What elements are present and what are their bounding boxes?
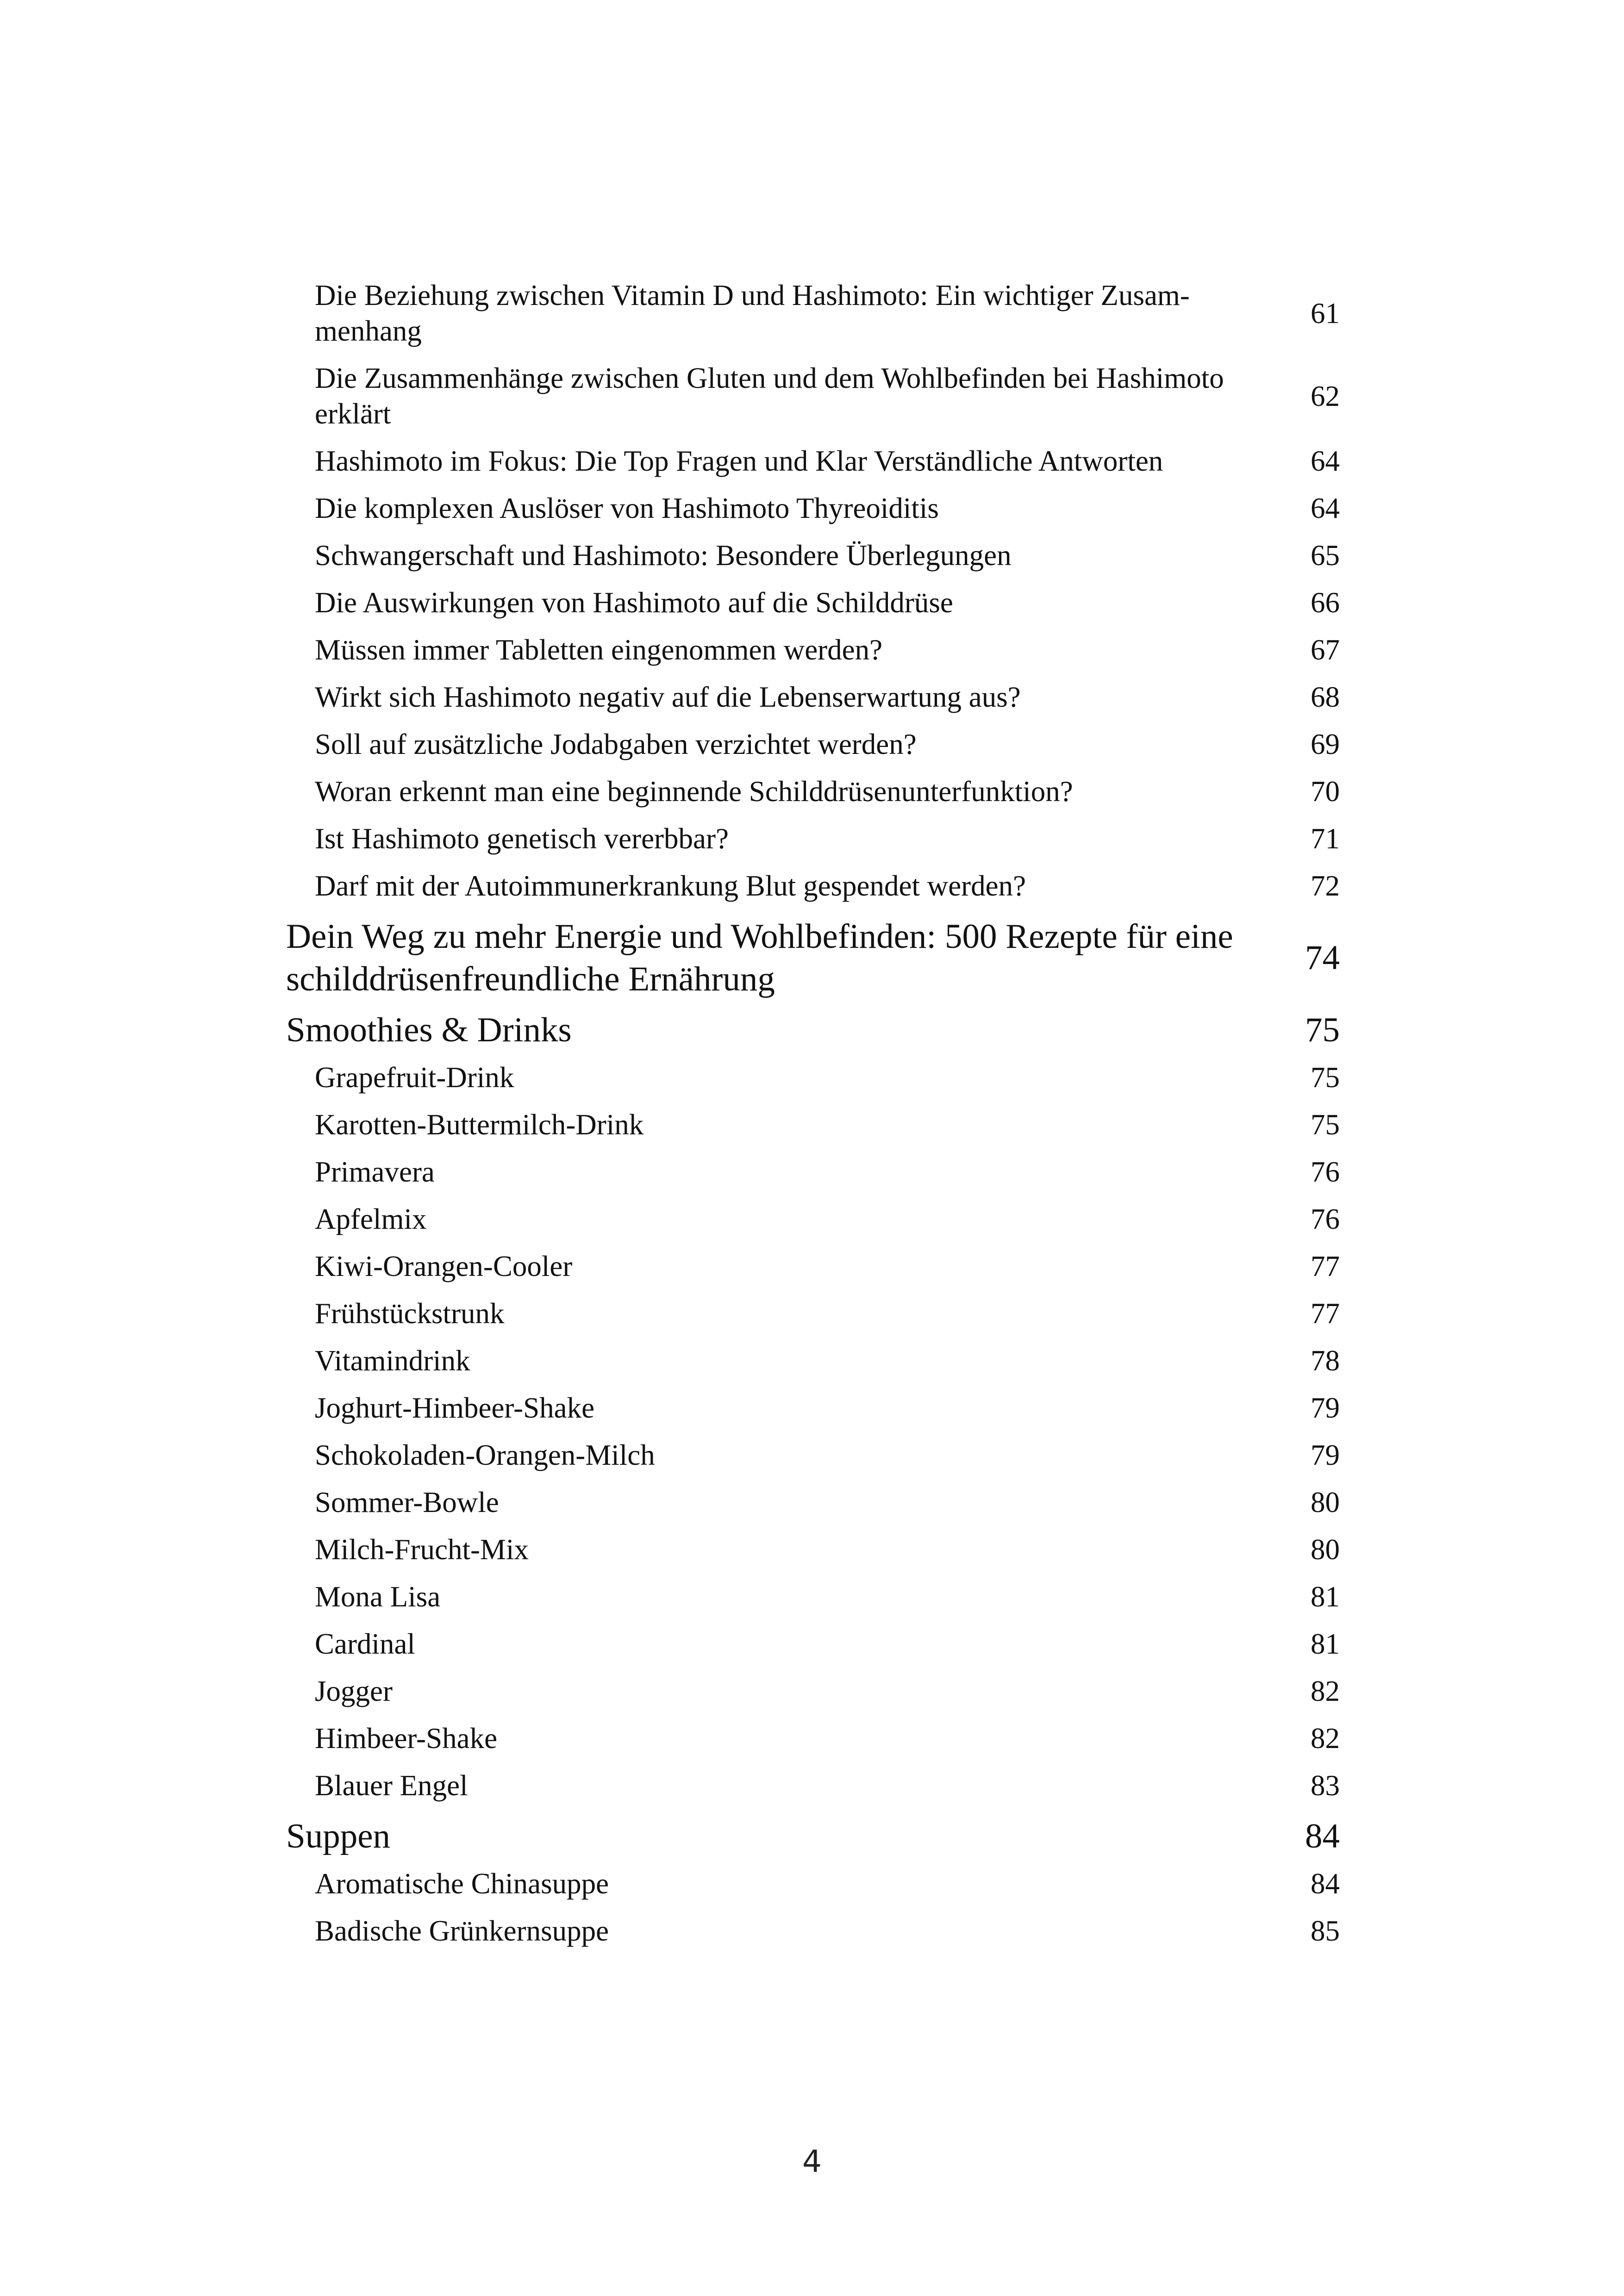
page-number: 4 bbox=[802, 2144, 822, 2179]
toc-entry-title: Schwangerschaft und Hashimoto: Besondere Überlegungen bbox=[315, 539, 1012, 572]
toc-entry-title: Aromatische Chinasuppe bbox=[315, 1867, 609, 1900]
toc-section-entry[interactable] bbox=[286, 491, 1340, 526]
toc-section-entry[interactable] bbox=[286, 1390, 1340, 1426]
toc-section-entry[interactable] bbox=[286, 1060, 1340, 1095]
toc-section-entry[interactable] bbox=[286, 632, 1340, 668]
toc-entry-title: Apfelmix bbox=[315, 1203, 427, 1235]
toc-entry-title: Müssen immer Tabletten eingenommen werden? bbox=[315, 634, 883, 666]
toc-entry-page-number: 79 bbox=[1311, 1439, 1340, 1471]
toc-section-entry[interactable] bbox=[286, 1768, 1340, 1804]
toc-section-entry[interactable] bbox=[286, 1866, 1340, 1902]
toc-entry-title: Suppen bbox=[286, 1817, 390, 1855]
toc-section-entry[interactable] bbox=[286, 1107, 1340, 1143]
toc-entry-title: Joghurt-Himbeer-Shake bbox=[315, 1392, 595, 1424]
toc-section-entry[interactable] bbox=[286, 774, 1340, 809]
toc-entry-title: Dein Weg zu mehr Energie und Wohlbefinden: 500 Rezepte für eine schilddrüsenfreundliche Ernährung bbox=[286, 917, 1233, 998]
toc-chapter-entry[interactable] bbox=[286, 1009, 1340, 1052]
toc-section-entry[interactable] bbox=[286, 1343, 1340, 1379]
toc-entry-page-number: 81 bbox=[1311, 1580, 1340, 1613]
toc-section-entry[interactable] bbox=[286, 679, 1340, 715]
toc-entry-page-number: 84 bbox=[1305, 1817, 1340, 1855]
toc-entry-title: Wirkt sich Hashimoto negativ auf die Lebenserwartung aus? bbox=[315, 681, 1021, 713]
toc-entry-title: Primavera bbox=[315, 1156, 435, 1188]
toc-entry-title: Die Zusammenhänge zwischen Gluten und dem Wohlbefinden bei Hashimoto erklärt bbox=[315, 362, 1224, 430]
toc-entry-title: Hashimoto im Fokus: Die Top Fragen und Klar Verständliche Antworten bbox=[315, 445, 1163, 477]
toc-entry-title: Blauer Engel bbox=[315, 1769, 468, 1802]
toc-entry-title: Smoothies & Drinks bbox=[286, 1011, 572, 1049]
toc-entry-title: Frühstückstrunk bbox=[315, 1297, 505, 1330]
toc-entry-page-number: 80 bbox=[1311, 1533, 1340, 1566]
toc-section-entry[interactable] bbox=[286, 443, 1340, 479]
toc-section-entry[interactable] bbox=[286, 1437, 1340, 1473]
toc-section-entry[interactable] bbox=[286, 821, 1340, 857]
toc-entry-title: Karotten-Buttermilch-Drink bbox=[315, 1108, 644, 1141]
toc-section-entry[interactable] bbox=[286, 868, 1340, 904]
toc-entry-page-number: 66 bbox=[1311, 586, 1340, 619]
toc-entry-title: Darf mit der Autoimmunerkrankung Blut gespendet werden? bbox=[315, 870, 1026, 902]
toc-entry-title: Ist Hashimoto genetisch vererbbar? bbox=[315, 822, 729, 855]
toc-entry-page-number: 77 bbox=[1311, 1297, 1340, 1330]
toc-entry-title: Milch-Frucht-Mix bbox=[315, 1533, 529, 1566]
toc-entry-title: Cardinal bbox=[315, 1628, 415, 1660]
toc-entry-page-number: 75 bbox=[1311, 1061, 1340, 1094]
toc-chapter-entry[interactable] bbox=[286, 915, 1340, 1001]
toc-entry-title: Mona Lisa bbox=[315, 1580, 441, 1613]
toc-entry-page-number: 82 bbox=[1311, 1722, 1340, 1755]
toc-section-entry[interactable] bbox=[286, 1249, 1340, 1284]
toc-section-entry[interactable] bbox=[286, 1154, 1340, 1190]
toc-entry-page-number: 72 bbox=[1311, 870, 1340, 902]
toc-entry-title: Himbeer-Shake bbox=[315, 1722, 498, 1755]
toc-entry-page-number: 69 bbox=[1311, 728, 1340, 760]
toc-section-entry[interactable] bbox=[286, 585, 1340, 621]
toc-entry-page-number: 65 bbox=[1311, 539, 1340, 572]
toc-entry-page-number: 83 bbox=[1311, 1769, 1340, 1802]
toc-entry-title: Badische Grünkernsuppe bbox=[315, 1915, 609, 1947]
toc-section-entry[interactable] bbox=[286, 1296, 1340, 1332]
toc-section-entry[interactable] bbox=[286, 1485, 1340, 1520]
toc-section-entry[interactable] bbox=[286, 1913, 1340, 1949]
table-of-contents bbox=[286, 278, 1340, 1960]
toc-section-entry[interactable] bbox=[286, 1532, 1340, 1568]
toc-section-entry[interactable] bbox=[286, 1626, 1340, 1662]
toc-section-entry[interactable] bbox=[286, 1579, 1340, 1615]
toc-entry-page-number: 71 bbox=[1311, 822, 1340, 855]
toc-entry-title: Kiwi-Orangen-Cooler bbox=[315, 1250, 573, 1282]
toc-section-entry[interactable] bbox=[286, 727, 1340, 762]
toc-entry-title: Vitamindrink bbox=[315, 1344, 470, 1377]
toc-entry-page-number: 64 bbox=[1311, 445, 1340, 477]
toc-section-entry[interactable] bbox=[286, 538, 1340, 573]
toc-section-entry[interactable] bbox=[286, 361, 1340, 432]
toc-section-entry[interactable] bbox=[286, 1721, 1340, 1756]
toc-entry-page-number: 75 bbox=[1311, 1108, 1340, 1141]
toc-entry-page-number: 75 bbox=[1305, 1011, 1340, 1049]
toc-entry-page-number: 76 bbox=[1311, 1203, 1340, 1235]
toc-section-entry[interactable] bbox=[286, 1201, 1340, 1237]
toc-entry-title: Die Auswirkungen von Hashimoto auf die Schilddrüse bbox=[315, 586, 953, 619]
toc-entry-page-number: 62 bbox=[1311, 380, 1340, 412]
toc-entry-page-number: 85 bbox=[1311, 1915, 1340, 1947]
toc-entry-page-number: 77 bbox=[1311, 1250, 1340, 1282]
toc-section-entry[interactable] bbox=[286, 1674, 1340, 1709]
toc-entry-page-number: 79 bbox=[1311, 1392, 1340, 1424]
toc-entry-page-number: 74 bbox=[1305, 939, 1340, 977]
toc-entry-page-number: 68 bbox=[1311, 681, 1340, 713]
toc-entry-title: Schokoladen-Orangen-Milch bbox=[315, 1439, 655, 1471]
toc-entry-page-number: 70 bbox=[1311, 775, 1340, 808]
toc-entry-page-number: 78 bbox=[1311, 1344, 1340, 1377]
toc-entry-page-number: 64 bbox=[1311, 492, 1340, 524]
toc-entry-page-number: 80 bbox=[1311, 1486, 1340, 1518]
toc-entry-title: Jogger bbox=[315, 1675, 393, 1707]
toc-entry-title: Woran erkennt man eine beginnende Schilddrüsenunterfunktion? bbox=[315, 775, 1073, 808]
toc-chapter-entry[interactable] bbox=[286, 1815, 1340, 1858]
toc-entry-page-number: 67 bbox=[1311, 634, 1340, 666]
toc-entry-title: Soll auf zusätzliche Jodabgaben verzichtet werden? bbox=[315, 728, 917, 760]
toc-entry-page-number: 84 bbox=[1311, 1867, 1340, 1900]
toc-entry-page-number: 76 bbox=[1311, 1156, 1340, 1188]
toc-entry-title: Die komplexen Auslöser von Hashimoto Thyreoiditis bbox=[315, 492, 939, 524]
toc-section-entry[interactable] bbox=[286, 278, 1340, 349]
toc-entry-title: Die Beziehung zwischen Vitamin D und Hashimoto: Ein wichtiger Zusam-menhang bbox=[315, 279, 1190, 347]
toc-entry-page-number: 82 bbox=[1311, 1675, 1340, 1707]
toc-entry-page-number: 81 bbox=[1311, 1628, 1340, 1660]
toc-entry-title: Sommer-Bowle bbox=[315, 1486, 499, 1518]
toc-entry-title: Grapefruit-Drink bbox=[315, 1061, 514, 1094]
toc-entry-page-number: 61 bbox=[1311, 297, 1340, 330]
